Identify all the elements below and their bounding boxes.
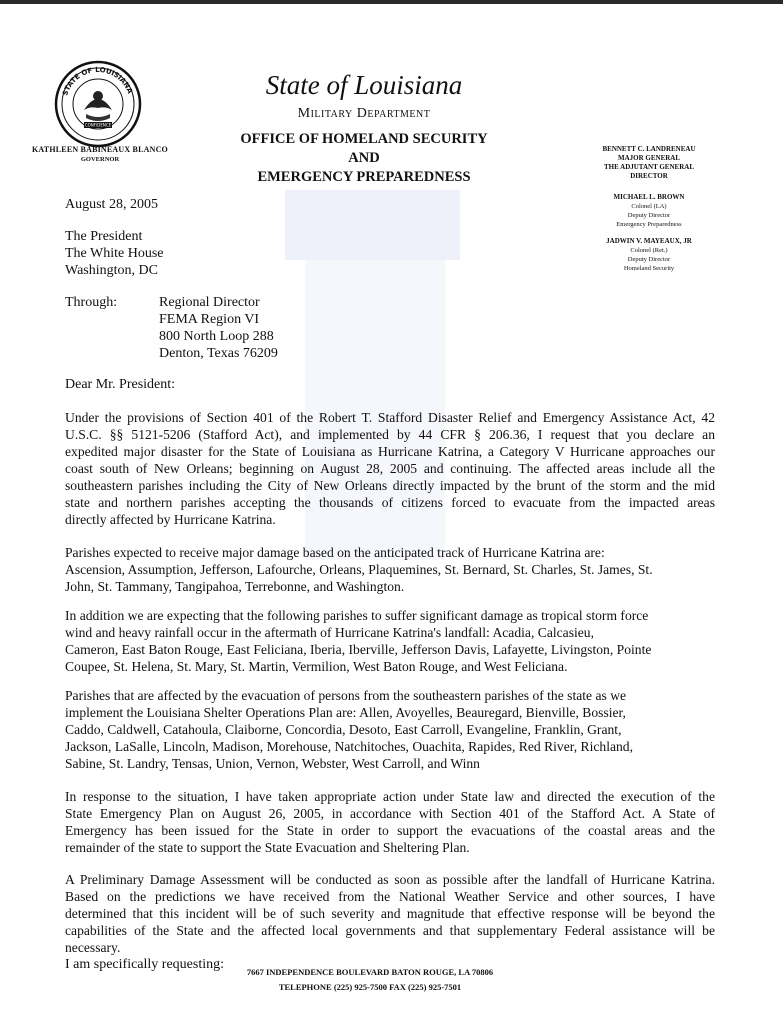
letterhead-department [214,106,514,122]
staff-line: THE ADJUTANT GENERAL [604,163,694,171]
paragraph-line: determined that this incident will be of such severity and magnitude that effective response will be beyond the [65,906,715,921]
through-address [159,294,278,362]
seal-ring-text: STATE OF LOUISIANA [61,65,135,97]
letterhead-state: State of Louisiana [265,70,463,100]
paragraph-line: Emergency has been issued for the State in order to support the evacuations of the coastal areas and the [65,823,715,838]
staff-line: MICHAEL L. BROWN [613,193,685,201]
staff-line: Colonel (LA) [631,203,667,210]
paragraph-line: necessary. [65,940,121,955]
paragraph-line: Cameron, East Baton Rouge, East Feliciana, Iberia, Iberville, Jefferson Davis, Lafayette, Livingston, Pointe [65,642,652,657]
through-line: 800 North Loop 288 [159,329,274,344]
paragraph-line: wind and heavy rainfall occur in the aftermath of Hurricane Katrina's landfall: Acadia, Calcasieu, [65,625,594,640]
staff-line: DIRECTOR [630,172,668,180]
paragraph-line: State Emergency Plan on August 26, 2005, in accordance with Section 401 of the Stafford Act. A State of [65,806,715,821]
through-line: FEMA Region VI [159,312,260,327]
staff-line: BENNETT C. LANDRENEAU [602,145,696,153]
paragraph-line: U.S.C. §§ 5121-5206 (Stafford Act), and implemented by 44 CFR § 206.36, I request that you declare an [65,427,715,442]
paragraph-line: Parishes expected to receive major damage based on the anticipated track of Hurricane Katrina are: [65,545,605,560]
through-line: Regional Director [159,295,260,310]
paragraph-stafford-request [65,409,715,528]
closing-line: I am specifically requesting: [65,957,224,972]
staff-line: Deputy Director [627,212,671,219]
recipient-line: Washington, DC [65,263,158,278]
salutation: Dear Mr. President: [65,377,176,392]
paragraph-line: capabilities of the State and the affected local governments and that supplementary Federal assistance will be [65,923,715,938]
paragraph-line: remainder of the state to support the State Evacuation and Sheltering Plan. [65,840,470,855]
staff-line: Deputy Director [627,256,671,263]
footer-phones: TELEPHONE (225) 925-7500 FAX (225) 925-7501 [278,982,462,992]
paragraph-line: John, St. Tammany, Tangipahoa, Terrebonne, and Washington. [65,579,405,594]
paragraph-line: state and northern parishes accepting the thousands of citizens forced to evacuate from the impacted areas [65,495,715,510]
office-line: OFFICE OF HOMELAND SECURITY [240,131,488,147]
department-name: Military Department [297,106,431,121]
paragraph-line: Based on the predictions we have received from the National Weather Service and other sources, I have [65,889,715,904]
paragraph-line: Ascension, Assumption, Jefferson, Lafourche, Orleans, Plaquemines, St. Bernard, St. Charles, St. James, St. [65,562,653,577]
paragraph-line: coast south of New Orleans; beginning on August 28, 2005 and continuing. The affected areas include all the [65,461,715,476]
paragraph-evacuation-parishes [65,687,715,772]
paragraph-damage-assessment [65,871,715,956]
paragraph-line: In addition we are expecting that the following parishes to suffer significant damage as tropical storm force [65,608,649,623]
paragraph-line: A Preliminary Damage Assessment will be conducted as soon as possible after the landfall of Hurricane Katrina. [65,872,715,887]
paragraph-line: Coupee, St. Helena, St. Mary, St. Martin, Vermilion, West Baton Rouge, and West Feliciana. [65,659,568,674]
paragraph-line: implement the Louisiana Shelter Operations Plan are: Allen, Avoyelles, Beauregard, Bienville, Bossier, [65,705,626,720]
through-line: Denton, Texas 76209 [159,346,278,361]
letterhead-office [214,130,514,187]
seal-motto: CONFIDENCE [84,122,112,128]
footer-address: 7667 INDEPENDENCE BOULEVARD BATON ROUGE, LA 70806 [246,967,494,977]
recipient-line: The White House [65,246,164,261]
paragraph-line: Parishes that are affected by the evacuation of persons from the southeastern parishes of the state as we [65,688,627,703]
paragraph-line: Under the provisions of Section 401 of the Robert T. Stafford Disaster Relief and Emergency Assistance Act, 42 [65,410,715,425]
paragraph-line: southeastern parishes including the City of New Orleans directly impacted by the brunt of the storm and the mid [65,478,715,493]
paragraph-line: directly affected by Hurricane Katrina. [65,512,276,527]
paragraph-line: Jackson, LaSalle, Lincoln, Madison, Morehouse, Natchitoches, Ouachita, Rapides, Red River, Richland, [65,739,633,754]
staff-line: Emergency Preparedness [616,221,682,228]
recipient-line: The President [65,229,143,244]
paragraph-line: Sabine, St. Landry, Tensas, Union, Vernon, Webster, West Carroll, and Winn [65,756,480,771]
staff-block-mayeaux [575,237,723,273]
governor-name: KATHLEEN BABINEAUX BLANCO [32,145,168,154]
scan-edge [0,0,783,4]
staff-line: Homeland Security [623,265,675,272]
paragraph-major-damage [65,544,715,595]
paragraph-line: Caddo, Caldwell, Catahoula, Claiborne, Concordia, Desoto, East Carroll, Evangeline, Franklin, Grant, [65,722,622,737]
staff-line: Colonel (Ret.) [630,247,668,254]
watermark-shade-top [285,190,460,260]
letter-date: August 28, 2005 [65,197,158,212]
staff-line: MAJOR GENERAL [617,154,681,162]
state-seal-icon [54,60,142,148]
through-label: Through: [65,295,118,310]
staff-block-brown [575,193,723,229]
office-line: AND [348,150,380,166]
staff-line: JADWIN V. MAYEAUX, JR [606,237,692,245]
paragraph-state-action [65,788,715,856]
paragraph-significant-damage [65,607,715,675]
recipient-address [65,228,164,279]
paragraph-line: In response to the situation, I have taken appropriate action under State law and directed the execution of the [65,789,715,804]
staff-block-adjutant [575,145,723,181]
governor-title: GOVERNOR [80,156,120,163]
office-line: EMERGENCY PREPAREDNESS [257,169,471,185]
paragraph-line: expedited major disaster for the State of Louisiana as Hurricane Katrina, a Category V Hurricane approaches our [65,444,715,459]
